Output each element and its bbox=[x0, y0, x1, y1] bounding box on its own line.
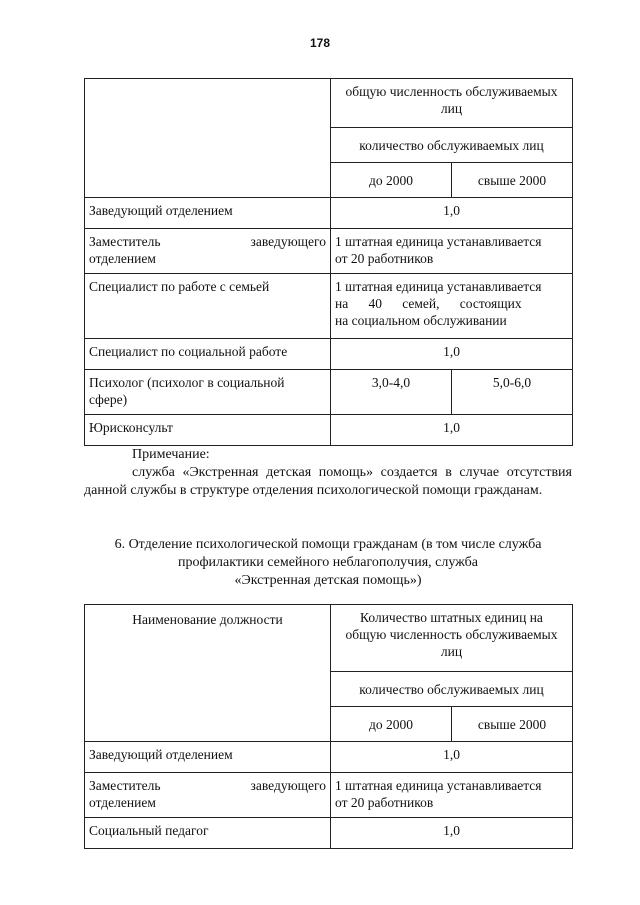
note-heading: Примечание: bbox=[132, 447, 210, 462]
table-row bbox=[85, 229, 573, 274]
position-name: Социальный педагог bbox=[85, 818, 331, 849]
header-total-cell: Количество штатных единиц на общую численность обслуживаемых лиц bbox=[331, 605, 573, 672]
position-name: Заведующий отделением bbox=[85, 198, 331, 229]
subheader-cell: количество обслуживаемых лиц bbox=[331, 672, 573, 707]
table-row bbox=[85, 742, 573, 773]
col-high-header: свыше 2000 bbox=[452, 163, 573, 198]
header-total-cell: общую численность обслуживаемых лиц bbox=[331, 79, 573, 128]
header-empty-cell bbox=[85, 79, 331, 198]
position-name: Заместитель заведующего отделением bbox=[85, 229, 331, 274]
position-value: 1 штатная единица устанавливается от 20 работников bbox=[331, 229, 573, 274]
position-value: 1,0 bbox=[331, 339, 573, 370]
table-header-row bbox=[85, 79, 573, 128]
position-value: 1,0 bbox=[331, 818, 573, 849]
position-name: Специалист по работе с семьей bbox=[85, 274, 331, 339]
table-row bbox=[85, 818, 573, 849]
staff-table-continued bbox=[84, 78, 573, 446]
position-name: Юрисконсульт bbox=[85, 415, 331, 446]
col-high-header: свыше 2000 bbox=[452, 707, 573, 742]
table-header-row bbox=[85, 605, 573, 672]
staff-table-section-6 bbox=[84, 604, 573, 849]
col-low-header: до 2000 bbox=[331, 163, 452, 198]
value-high: 5,0-6,0 bbox=[452, 370, 573, 415]
table-row bbox=[85, 339, 573, 370]
position-value: 1,0 bbox=[331, 742, 573, 773]
table-row bbox=[85, 415, 573, 446]
value-low: 3,0-4,0 bbox=[331, 370, 452, 415]
table-row bbox=[85, 274, 573, 339]
table-row bbox=[85, 773, 573, 818]
position-value: 1,0 bbox=[331, 415, 573, 446]
position-name: Заведующий отделением bbox=[85, 742, 331, 773]
table-row bbox=[85, 198, 573, 229]
col-name-header: Наименование должности bbox=[85, 605, 331, 742]
note-block bbox=[84, 446, 572, 500]
position-name: Психолог (психолог в социальной сфере) bbox=[85, 370, 331, 415]
position-value: 1 штатная единица устанавливается на 40 семей, состоящих на социальном обслуживании bbox=[331, 274, 573, 339]
subheader-cell: количество обслуживаемых лиц bbox=[331, 128, 573, 163]
position-value: 1 штатная единица устанавливается от 20 работников bbox=[331, 773, 573, 818]
note-text: служба «Экстренная детская помощь» создается в случае отсутствия данной службы в структуре отделения психологической помощи гражданам. bbox=[84, 465, 572, 498]
section-title: 6. Отделение психологической помощи гражданам (в том числе служба профилактики семейного неблагополучия, служба «Экстренная детская помощь») bbox=[114, 537, 542, 588]
col-low-header: до 2000 bbox=[331, 707, 452, 742]
position-name: Специалист по социальной работе bbox=[85, 339, 331, 370]
position-name: Заместитель заведующего отделением bbox=[85, 773, 331, 818]
position-value: 1,0 bbox=[331, 198, 573, 229]
table-row bbox=[85, 370, 573, 415]
page-number: 178 bbox=[309, 36, 331, 50]
